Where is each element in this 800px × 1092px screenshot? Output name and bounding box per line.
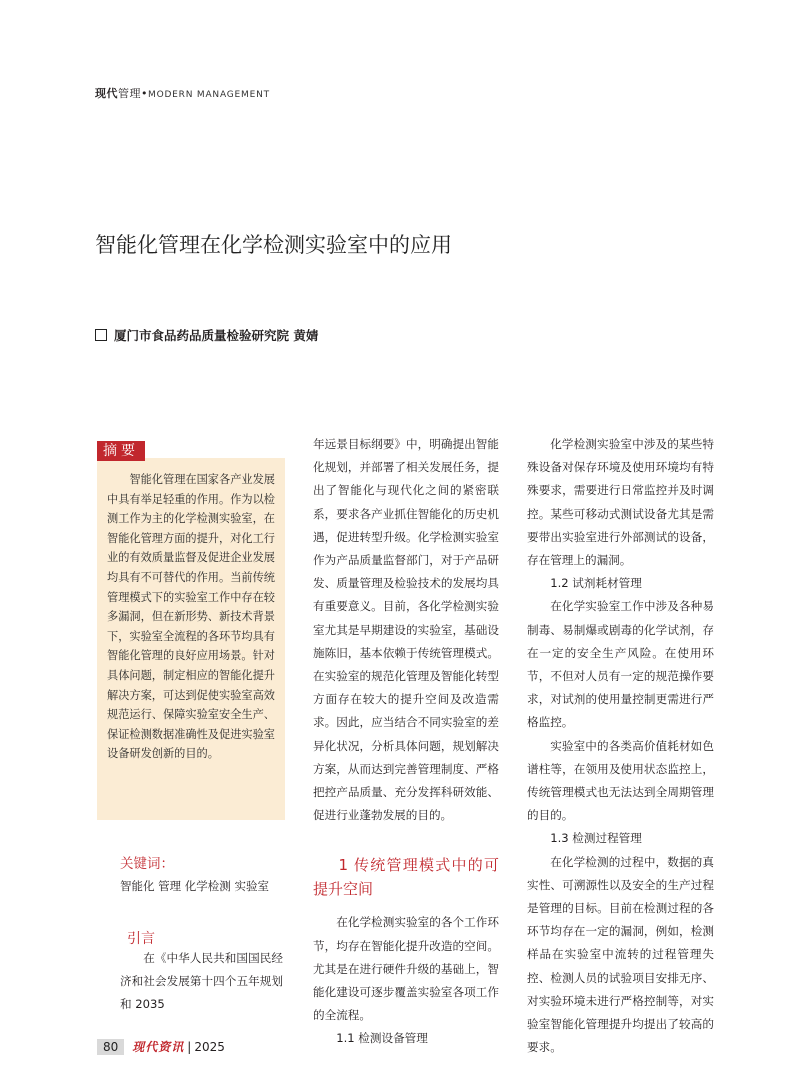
header-section: 管理 <box>118 87 141 100</box>
header-separator: • <box>141 87 148 100</box>
paragraph: 年远景目标纲要》中，明确提出智能化规划，并部署了相关发展任务，提出了智能化与现代化之间的紧密联系，要求各产业抓住智能化的历史机遇，促进转型升级。化学检测实验室作为产品质量监督部门，对于产品研发、质量管理及检验技术的发展均具有重要意义。目前，各化学检测实验室尤其是早期建设的实验室，基础设施陈旧，基本依赖于传统管理模式。在实验室的规范化管理及智能化转型方面存在较大的提升空间及改造需求。因此，应当结合不同实验室的差异化状况，分析具体问题，规划解决方案，从而达到完善管理制度、严格把控产品质量、充分发挥科研效能、促进行业蓬勃发展的目的。 <box>313 437 499 823</box>
abstract-label: 摘要 <box>97 441 145 461</box>
author-text: 厦门市食品药品质量检验研究院 黄婧 <box>114 328 319 343</box>
header-section-en: MODERN MANAGEMENT <box>148 90 270 100</box>
paragraph: 实验室中的各类高价值耗材如色谱柱等，在领用及使用状态监控上，传统管理模式也无法达到全周期管理的目的。 <box>527 738 714 823</box>
intro-heading: 引言 <box>127 931 155 947</box>
issue-year: 2025 <box>194 1039 225 1054</box>
page-footer <box>97 1038 225 1055</box>
intro-paragraph: 在《中华人民共和国国民经济和社会发展第十四个五年规划和 2035 <box>120 951 283 1012</box>
column-right <box>527 433 714 1059</box>
header-section-bold: 现代 <box>95 87 118 100</box>
paragraph: 化学检测实验室中涉及的某些特殊设备对保存环境及使用环境均有特殊要求，需要进行日常监控并及时调控。某些可移动式测试设备尤其是需要带出实验室进行外部测试的设备，存在管理上的漏洞。 <box>527 437 714 568</box>
paragraph: 在化学实验室工作中涉及各种易制毒、易制爆或剧毒的化学试剂，存在一定的安全生产风险。在使用环节，不但对人员有一定的规范操作要求，对试剂的使用量控制更需进行严格监控。 <box>527 599 714 730</box>
article-title: 智能化管理在化学检测实验室中的应用 <box>95 233 452 257</box>
checkbox-square-icon <box>95 329 107 341</box>
column-left <box>120 947 283 1017</box>
abstract-box <box>97 458 285 820</box>
subheading-1-1: 1.1 检测设备管理 <box>336 1031 428 1046</box>
page-number: 80 <box>97 1039 124 1055</box>
abstract-text: 智能化管理在国家各产业发展中具有举足轻重的作用。作为以检测工作为主的化学检测实验室，在智能化管理方面的提升，对化工行业的有效质量监督及促进企业发展均具有不可替代的作用。当前传统管理模式下的实验室工作中存在较多漏洞，但在新形势、新技术背景下，实验室全流程的各环节均具有智能化管理的良好应用场景。针对具体问题，制定相应的智能化提升解决方案，可达到促使实验室高效规范运行、保障实验室安全生产、保证检测数据准确性及促进实验室设备研发创新的目的。 <box>107 473 275 761</box>
paragraph: 在化学检测的过程中，数据的真实性、可溯源性以及安全的生产过程是管理的目标。目前在检测过程的各环节均存在一定的漏洞，例如，检测样品在实验室中流转的过程管理失控、检测人员的试验项目安排无序、对实验环境未进行严格控制等，对实验室智能化管理提升均提出了较高的要求。 <box>527 854 714 1055</box>
subheading-1-3: 1.3 检测过程管理 <box>550 831 642 846</box>
subheading-1-2: 1.2 试剂耗材管理 <box>550 576 642 591</box>
column-middle <box>313 433 499 1051</box>
keywords-label: 关键词： <box>120 856 174 872</box>
paragraph: 在化学检测实验室的各个工作环节，均存在智能化提升改造的空间。尤其是在进行硬件升级的基础上，智能化建设可逐步覆盖实验室各项工作的全流程。 <box>313 915 499 1023</box>
section-heading-1: 1 传统管理模式中的可提升空间 <box>313 856 499 899</box>
footer-separator: | <box>187 1039 192 1054</box>
author-line <box>95 326 318 344</box>
running-header <box>95 85 270 101</box>
keywords-text: 智能化 管理 化学检测 实验室 <box>120 879 269 893</box>
magazine-name: 现代资讯 <box>132 1040 185 1054</box>
